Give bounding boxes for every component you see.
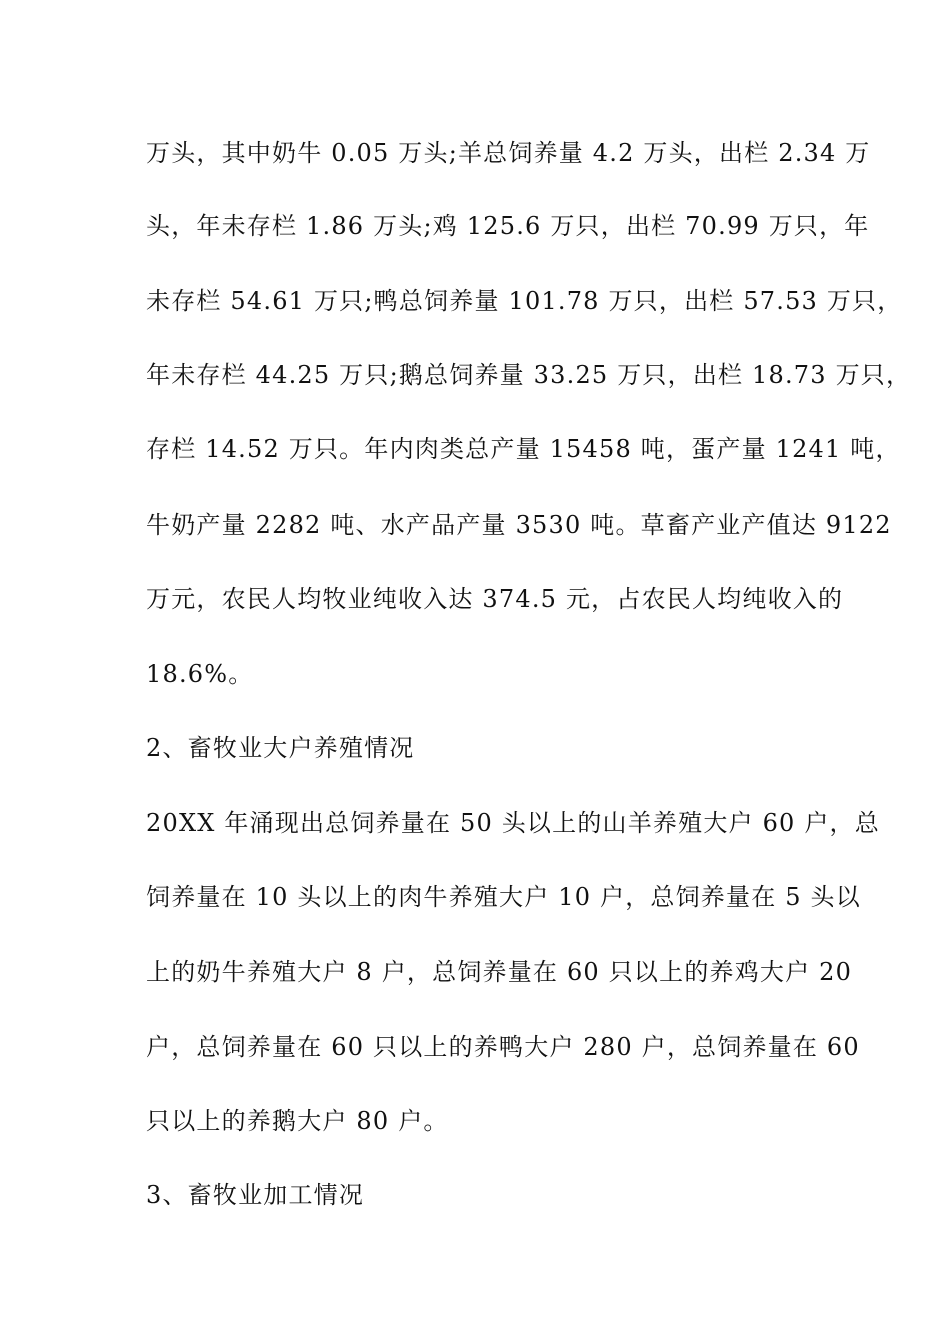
paragraph-line: 上的奶牛养殖大户 8 户，总饲养量在 60 只以上的养鸡大户 20 bbox=[146, 958, 853, 986]
paragraph-line: 存栏 14.52 万只。年内肉类总产量 15458 吨，蛋产量 1241 吨， bbox=[146, 435, 901, 463]
paragraph-line: 20XX 年涌现出总饲养量在 50 头以上的山羊养殖大户 60 户，总 bbox=[146, 809, 880, 837]
paragraph-line: 只以上的养鹅大户 80 户。 bbox=[146, 1107, 449, 1135]
paragraph-line: 头，年未存栏 1.86 万头;鸡 125.6 万只，出栏 70.99 万只，年 bbox=[146, 212, 870, 240]
paragraph-line: 牛奶产量 2282 吨、水产品产量 3530 吨。草畜产业产值达 9122 bbox=[146, 511, 892, 539]
paragraph-line: 未存栏 54.61 万只;鸭总饲养量 101.78 万只，出栏 57.53 万只， bbox=[146, 287, 903, 315]
paragraph-line: 万头，其中奶牛 0.05 万头;羊总饲养量 4.2 万头，出栏 2.34 万 bbox=[146, 139, 871, 167]
section-heading: 3、畜牧业加工情况 bbox=[146, 1181, 365, 1209]
paragraph-line: 户，总饲养量在 60 只以上的养鸭大户 280 户，总饲养量在 60 bbox=[146, 1033, 860, 1061]
section-heading: 2、畜牧业大户养殖情况 bbox=[146, 734, 415, 762]
paragraph-line: 万元，农民人均牧业纯收入达 374.5 元，占农民人均纯收入的 bbox=[146, 585, 844, 613]
paragraph-line: 饲养量在 10 头以上的肉牛养殖大户 10 户，总饲养量在 5 头以 bbox=[146, 883, 861, 911]
paragraph-line: 18.6%。 bbox=[146, 660, 254, 688]
paragraph-line: 年未存栏 44.25 万只;鹅总饲养量 33.25 万只，出栏 18.73 万只， bbox=[146, 361, 912, 389]
